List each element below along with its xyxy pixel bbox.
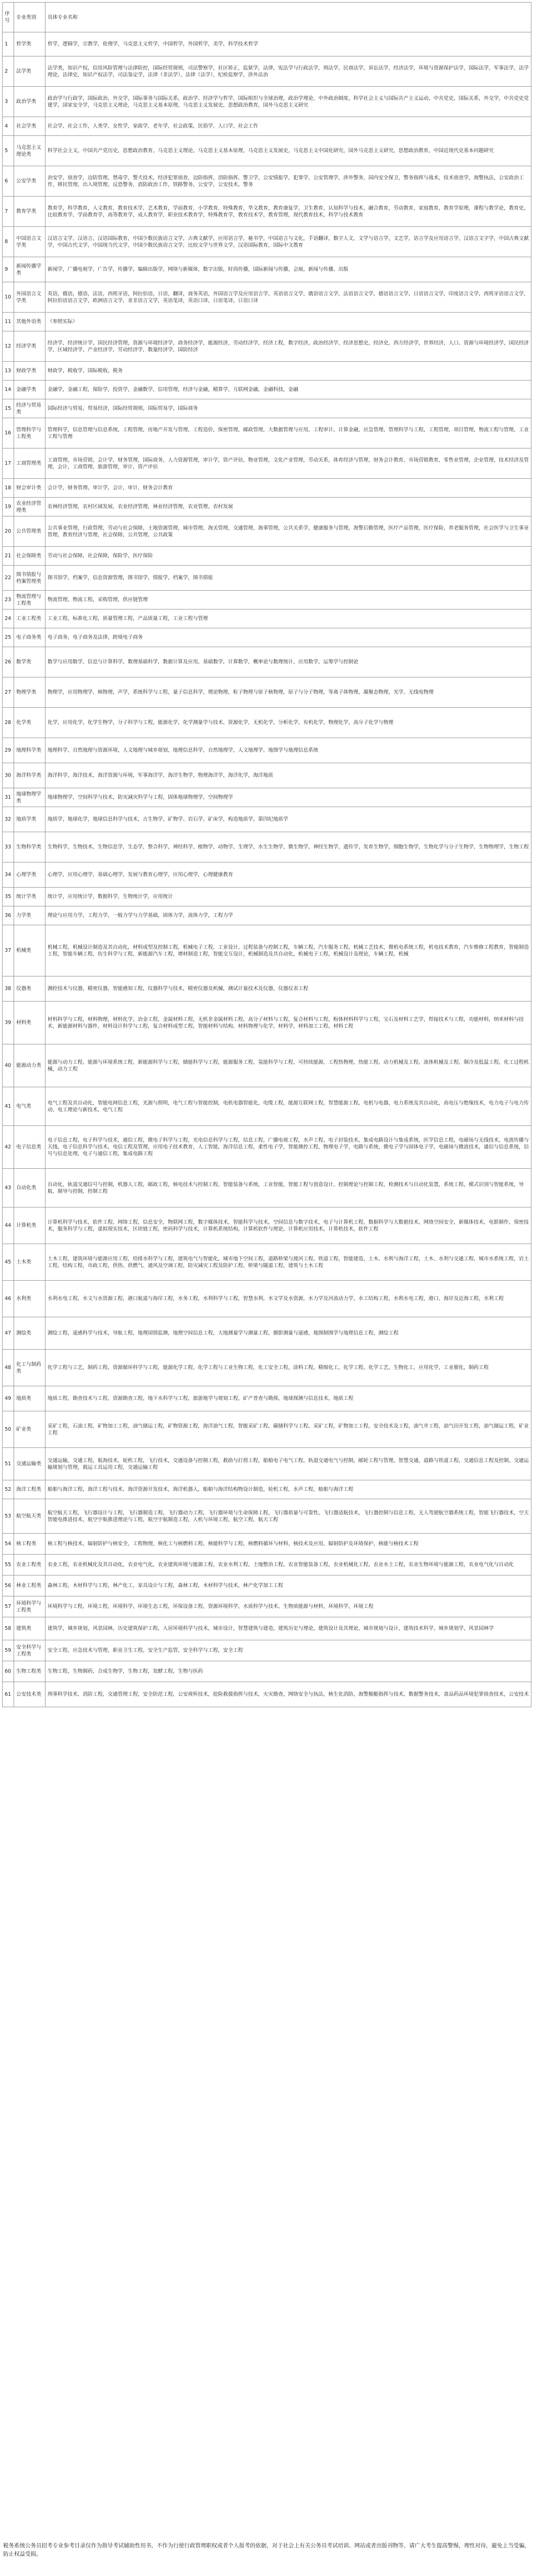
row-number: 34 <box>3 862 14 888</box>
row-category: 生物工程类 <box>14 1661 45 1682</box>
table-row <box>3 1499 531 1534</box>
table-row <box>3 677 531 708</box>
row-majors: 机械工程，机械设计制造及其自动化，材料成型及控制工程，机械电子工程，工业设计，过程装备与控制工程，车辆工程，汽车服务工程，机械工艺技术，微机电系统工程，机电技术教育，汽车维修工程教育，智能制造工程，智能车辆工程，仿生科学与工程，新能源汽车工程，增材制造工程，智能交互设计，机械制造及其自动化，机械电子工程，机械设计及理论，车辆工程，机械 <box>45 925 531 976</box>
table-row <box>3 197 531 227</box>
row-category: 化工与制药类 <box>14 1350 45 1386</box>
row-category: 心理学类 <box>14 862 45 888</box>
row-majors: 能源与动力工程，能源与环境系统工程，新能源科学与工程，储能科学与工程，能源服务工程，氢能科学与工程，可持续能源，工程热物理，热能工程，动力机械及工程，流体机械及工程，制冷及低温工程，化工过程机械，动力工程 <box>45 1044 531 1087</box>
row-number: 42 <box>3 1126 14 1169</box>
row-majors: 政治学与行政学，国际政治，外交学，国际事务与国际关系，政治学、经济学与哲学，国际组织与全球治理，政治学理论，中外政治制度，科学社会主义与国际共产主义运动，中共党史，国际关系，外交学，中共党史党建学，国家安全学，马克思主义理论，马克思主义基本原理，马克思主义发展史，思想政治教育，国外马克思主义研究 <box>45 87 531 117</box>
table-row <box>3 1044 531 1087</box>
table-row <box>3 1661 531 1682</box>
header-majors: 具体专业名称 <box>45 3 531 32</box>
table-row <box>3 1576 531 1596</box>
row-number: 18 <box>3 479 14 498</box>
row-category: 财会审计类 <box>14 479 45 498</box>
row-category: 财政学类 <box>14 362 45 381</box>
row-category: 生物科学类 <box>14 832 45 862</box>
table-row <box>3 976 531 1002</box>
table-row <box>3 1448 531 1480</box>
row-category: 土木类 <box>14 1244 45 1281</box>
table-row <box>3 448 531 479</box>
row-majors: 交通运输，交通工程，航海技术，轮机工程，飞行技术，交通设备与控制工程，救助与打捞工程，船舶电子电气工程，轨道交通电气与控制，邮轮工程与管理，智慧交通，道路与铁道工程，交通信息工程及控制，交通运输规划与管理，载运工具运用工程，交通运输工程 <box>45 1448 531 1480</box>
table-row <box>3 516 531 547</box>
table-row <box>3 1002 531 1044</box>
table-row <box>3 282 531 313</box>
row-category: 力学类 <box>14 906 45 925</box>
row-category: 核工程类 <box>14 1534 45 1555</box>
row-majors: 公共事业管理，行政管理，劳动与社会保障，土地资源管理，城市管理，海关管理，交通管理，海事管理，公共关系学，健康服务与管理，海警后勤管理，医疗产品管理，医疗保险，养老服务管理，社会医学与卫生事业管理，教育经济与管理，社会保障，公共管理，公共政策 <box>45 516 531 547</box>
row-majors: 科学社会主义，中国共产党历史，思想政治教育，马克思主义理论，马克思主义基本原理，马克思主义发展史，马克思主义中国化研究，国外马克思主义研究，思想政治教育，中国近现代史基本问题研究 <box>45 136 531 166</box>
row-majors: 化学工程与工艺，制药工程，资源循环科学与工程，能源化学工程，化学工程与工业生物工程，化工安全工程，涂料工程，精细化工，化学工程，化学工艺，生物化工，应用化学，工业催化，制药工程 <box>45 1350 531 1386</box>
row-category: 社会保障类 <box>14 547 45 566</box>
table-row <box>3 1208 531 1244</box>
row-majors: 水利水电工程，水文与水资源工程，港口航道与海岸工程，水务工程，水利科学与工程，智慧水利，水文学及水资源，水力学及河流动力学，水工结构工程，水利水电工程，港口、海岸及近海工程，水利工程 <box>45 1281 531 1317</box>
row-number: 29 <box>3 738 14 763</box>
table-row <box>3 763 531 788</box>
row-number: 49 <box>3 1386 14 1411</box>
table-row <box>3 381 531 399</box>
row-category: 管理科学与工程类 <box>14 418 45 448</box>
table-row <box>3 87 531 117</box>
major-catalog-table <box>2 2 531 1707</box>
row-majors: 核工程与核技术，辐射防护与核安全，工程物理，核化工与核燃料工程，核能科学与工程，核燃料循环与材料，核技术及应用，辐射防护及环境保护，核能与核技术工程 <box>45 1534 531 1555</box>
row-number: 33 <box>3 832 14 862</box>
row-majors: 金融学，金融工程，保险学，投资学，金融数学，信用管理，经济与金融，精算学，互联网金融，金融科技，金融 <box>45 381 531 399</box>
row-category: 社会学类 <box>14 117 45 136</box>
row-category: 金融学类 <box>14 381 45 399</box>
row-majors: 物流管理，物流工程，采购管理，供应链管理 <box>45 591 531 610</box>
row-majors: 土木工程，建筑环境与能源应用工程，给排水科学与工程，建筑电气与智能化，城市地下空间工程，道路桥梁与渡河工程，铁道工程，智能建造，土木、水利与海洋工程，土木、水利与交通工程，城市水系统工程，岩土工程，结构工程，市政工程，供热、供燃气、通风及空调工程，防灾减灾工程及防护工程，桥梁与隧道工程，建筑与土木工程 <box>45 1244 531 1281</box>
table-row <box>3 1386 531 1411</box>
row-number: 6 <box>3 166 14 197</box>
table-row <box>3 313 531 331</box>
row-number: 44 <box>3 1208 14 1244</box>
table-row <box>3 862 531 888</box>
row-category: 政治学类 <box>14 87 45 117</box>
table-row <box>3 1640 531 1661</box>
row-category: 公共管理类 <box>14 516 45 547</box>
row-category: 电气类 <box>14 1087 45 1126</box>
table-row <box>3 1534 531 1555</box>
row-number: 39 <box>3 1002 14 1044</box>
row-category: 电子信息类 <box>14 1126 45 1169</box>
row-category: 公安学类 <box>14 166 45 197</box>
row-category: 自动化类 <box>14 1169 45 1208</box>
table-row <box>3 399 531 418</box>
row-category: 测绘类 <box>14 1317 45 1350</box>
table-row <box>3 1244 531 1281</box>
row-number: 50 <box>3 1411 14 1448</box>
row-majors: 国际经济与贸易，贸易经济，国际经贸规则，国际贸易学，国际商务 <box>45 399 531 418</box>
table-row <box>3 117 531 136</box>
table-row <box>3 708 531 738</box>
row-number: 8 <box>3 227 14 257</box>
table-row <box>3 807 531 832</box>
row-number: 3 <box>3 87 14 117</box>
row-category: 马克思主义理论类 <box>14 136 45 166</box>
table-row <box>3 418 531 448</box>
row-category: 哲学类 <box>14 32 45 56</box>
row-number: 45 <box>3 1244 14 1281</box>
row-category: 海洋工程类 <box>14 1480 45 1499</box>
row-number: 2 <box>3 56 14 87</box>
table-row <box>3 1169 531 1208</box>
row-category: 公安技术类 <box>14 1682 45 1707</box>
row-category: 物理学类 <box>14 677 45 708</box>
row-number: 21 <box>3 547 14 566</box>
row-category: 图书情报与档案管理类 <box>14 566 45 591</box>
row-category: 矿业类 <box>14 1411 45 1448</box>
footnote: 税务系统公务员招考专业参考目录仅作为指导考试辅助性用书，不作为行使行政管理职权或者个人报考的依据，对于社会上有关公务员考试培训、网站或者出版刊物等，请广大考生提高警惕，理性对待，避免上当受骗，防止权益受损。 <box>3 2543 530 2557</box>
table-row <box>3 547 531 566</box>
row-category: 计算机类 <box>14 1208 45 1244</box>
row-majors: 工商管理，市场营销，会计学，财务管理，国际商务，人力资源管理，审计学，资产评估，物业管理，文化产业管理，劳动关系，体育经济与管理，财务会计教育，市场营销教育，零售业管理，企业管理，技术经济及管理，会计，工商管理，旅游管理，审计，资产评估 <box>45 448 531 479</box>
table-row <box>3 1087 531 1126</box>
row-number: 20 <box>3 516 14 547</box>
row-category: 仪器类 <box>14 976 45 1002</box>
row-category: 电子商务类 <box>14 628 45 647</box>
row-majors: 电子信息工程，电子科学与技术，通信工程，微电子科学与工程，光电信息科学与工程，信息工程，广播电视工程，水声工程，电子封装技术，集成电路设计与集成系统，医学信息工程，电磁场与无线技术，电波传播与天线，电子信息科学与技术，电信工程及管理，应用电子技术教育，人工智能，海洋信息工程，柔性电子学，智能测控工程，物理电子学，电路与系统，微电子学与固体电子学，电磁场与微波技术，通信与信息系统，信号与信息处理，电子与通信工程，集成电路工程 <box>45 1126 531 1169</box>
row-majors: （参照实际） <box>45 313 531 331</box>
row-majors: 自动化，轨道交通信号与控制，机器人工程，邮政工程，核电技术与控制工程，智能装备与系统，工业智能，智能工程与创意设计，控制理论与控制工程，检测技术与自动化装置，系统工程，模式识别与智能系统，导航、制导与控制，控制工程 <box>45 1169 531 1208</box>
table-row <box>3 1317 531 1350</box>
row-category: 教育学类 <box>14 197 45 227</box>
row-number: 41 <box>3 1087 14 1126</box>
row-category: 工业工程类 <box>14 610 45 628</box>
table-row <box>3 362 531 381</box>
row-number: 13 <box>3 362 14 381</box>
row-majors: 船舶与海洋工程，海洋工程与技术，海洋资源开发技术，海洋机器人，船舶与海洋结构物设计制造，轮机工程，水声工程，船舶与海洋工程 <box>45 1480 531 1499</box>
row-number: 19 <box>3 498 14 516</box>
row-category: 建筑类 <box>14 1617 45 1640</box>
table-row <box>3 738 531 763</box>
table-row <box>3 1682 531 1707</box>
table-row <box>3 1411 531 1448</box>
row-majors: 地质工程，勘查技术与工程，资源勘查工程，地下水科学与工程，旅游地学与规划工程，矿产普查与勘探，地球探测与信息技术，地质工程 <box>45 1386 531 1411</box>
row-category: 中国语言文学类 <box>14 227 45 257</box>
row-number: 7 <box>3 197 14 227</box>
row-majors: 农林经济管理，农村区域发展，农业经济管理，林业经济管理，农业管理，农村发展 <box>45 498 531 516</box>
row-majors: 测绘工程，遥感科学与技术，导航工程，地理国情监测，地理空间信息工程，大地测量学与测量工程，摄影测量与遥感，地图制图学与地理信息工程，测绘工程 <box>45 1317 531 1350</box>
row-number: 52 <box>3 1480 14 1499</box>
row-majors: 新闻学，广播电视学，广告学，传播学，编辑出版学，网络与新媒体，数字出版，时尚传播，国际新闻与传播，会展，新闻与传播，出版 <box>45 257 531 282</box>
table-row <box>3 1126 531 1169</box>
row-category: 物流管理与工程类 <box>14 591 45 610</box>
table-row <box>3 628 531 647</box>
row-majors: 心理学，应用心理学，基础心理学，发展与教育心理学，应用心理学，心理健康教育 <box>45 862 531 888</box>
row-majors: 数学与应用数学，信息与计算科学，数理基础科学，数据计算及应用，基础数学，计算数学，概率论与数理统计，应用数学，运筹学与控制论 <box>45 647 531 677</box>
row-majors: 管理科学，信息管理与信息系统，工程管理，房地产开发与管理，工程造价，保密管理，邮政管理，大数据管理与应用，工程审计，计算金融，应急管理，管理科学与工程，工程管理，项目管理，物流工程与管理，工业工程与管理 <box>45 418 531 448</box>
row-majors: 航空航天工程，飞行器设计与工程，飞行器制造工程，飞行器动力工程，飞行器环境与生命保障工程，飞行器质量与可靠性，飞行器适航技术，飞行器控制与信息工程，无人驾驶航空器系统工程，智能飞行器技术，空天智能电推进技术，航空宇航推进理论与工程，航空宇航制造工程，人机与环境工程，航空工程，航天工程 <box>45 1499 531 1534</box>
row-majors: 测控技术与仪器，精密仪器，智能感知工程，仪器科学与技术，精密仪器及机械，测试计量技术及仪器，仪器仪表工程 <box>45 976 531 1002</box>
row-number: 60 <box>3 1661 14 1682</box>
row-majors: 劳动与社会保障，社会保障，保险学，医疗保险 <box>45 547 531 566</box>
row-category: 能源动力类 <box>14 1044 45 1087</box>
row-majors: 安全工程，应急技术与管理，职业卫生工程，安全生产监管，安全科学与工程，安全工程 <box>45 1640 531 1661</box>
table-row <box>3 498 531 516</box>
row-number: 56 <box>3 1576 14 1596</box>
row-category: 交通运输类 <box>14 1448 45 1480</box>
table-row <box>3 1350 531 1386</box>
table-row <box>3 479 531 498</box>
table-row <box>3 227 531 257</box>
row-category: 林业工程类 <box>14 1576 45 1596</box>
header-category: 专业类别 <box>14 3 45 32</box>
row-majors: 会计学，财务管理，审计学，会计，审计，财务会计教育 <box>45 479 531 498</box>
table-row <box>3 832 531 862</box>
row-category: 农业经济管理类 <box>14 498 45 516</box>
row-number: 32 <box>3 807 14 832</box>
row-majors: 教育学，科学教育，人文教育，教育技术学，艺术教育，学前教育，小学教育，特殊教育，华文教育，教育康复学，卫生教育，认知科学与技术，融合教育，劳动教育，家庭教育，教育学原理，课程与教学论，教育史，比较教育学，学前教育学，高等教育学，成人教育学，职业技术教育学，特殊教育学，教育技术学，教育管理，现代教育技术，科学与技术教育 <box>45 197 531 227</box>
table-row <box>3 1281 531 1317</box>
row-category: 环境科学与工程类 <box>14 1596 45 1617</box>
row-category: 经济与贸易类 <box>14 399 45 418</box>
table-row <box>3 1617 531 1640</box>
row-category: 工商管理类 <box>14 448 45 479</box>
row-number: 14 <box>3 381 14 399</box>
table-row <box>3 166 531 197</box>
row-majors: 化学，应用化学，化学生物学，分子科学与工程，能源化学，化学测量学与技术，资源化学，无机化学，分析化学，有机化学，物理化学，高分子化学与物理 <box>45 708 531 738</box>
row-number: 26 <box>3 647 14 677</box>
row-category: 水利类 <box>14 1281 45 1317</box>
row-majors: 统计学，应用统计学，数据科学，生物统计学，应用统计 <box>45 888 531 906</box>
row-category: 地质类 <box>14 1386 45 1411</box>
table-body <box>3 32 531 1707</box>
row-category: 经济学类 <box>14 331 45 362</box>
row-majors: 刑事科学技术，消防工程，交通管理工程，安全防范工程，公安视听技术，抢险救援指挥与技术，火灾勘查，网络安全与执法，核生化消防，海警舰艇指挥与技术，数据警务技术，食品药品环境犯罪侦查技术，公安技术 <box>45 1682 531 1707</box>
row-number: 57 <box>3 1596 14 1617</box>
row-majors: 计算机科学与技术，软件工程，网络工程，信息安全，物联网工程，数字媒体技术，智能科学与技术，空间信息与数字技术，电子与计算机工程，数据科学与大数据技术，网络空间安全，新媒体技术，电影制作，保密技术，服务科学与工程，虚拟现实技术，区块链工程，密码科学与技术，计算机系统结构，计算机软件与理论，计算机应用技术，计算机技术，软件工程 <box>45 1208 531 1244</box>
row-number: 15 <box>3 399 14 418</box>
row-category: 其他外语类 <box>14 313 45 331</box>
row-category: 法学类 <box>14 56 45 87</box>
row-number: 61 <box>3 1682 14 1707</box>
row-number: 9 <box>3 257 14 282</box>
row-category: 外国语言文学类 <box>14 282 45 313</box>
row-number: 37 <box>3 925 14 976</box>
row-majors: 财政学，税收学，国际税收，税务 <box>45 362 531 381</box>
row-number: 55 <box>3 1555 14 1576</box>
row-number: 17 <box>3 448 14 479</box>
row-number: 22 <box>3 566 14 591</box>
row-number: 1 <box>3 32 14 56</box>
row-number: 30 <box>3 763 14 788</box>
row-majors: 哲学，逻辑学，宗教学，伦理学，马克思主义哲学，中国哲学，外国哲学，美学，科学技术哲学 <box>45 32 531 56</box>
row-majors: 电气工程及其自动化，智能电网信息工程，光源与照明，电气工程与智能控制，电机电器智能化，电缆工程，能源互联网工程，智慧能源工程，电机与电器，电力系统及其自动化，高电压与绝缘技术，电力电子与电力传动，电工理论与新技术，电气工程 <box>45 1087 531 1126</box>
row-majors: 建筑学，城乡规划，风景园林，历史建筑保护工程，人居环境科学与技术，城市设计，智慧建筑与建造，建筑历史与理论，建筑设计及其理论，城市规划与设计，建筑技术科学，城乡规划学，风景园林学 <box>45 1617 531 1640</box>
row-category: 地理科学类 <box>14 738 45 763</box>
table-row <box>3 1596 531 1617</box>
table-row <box>3 788 531 807</box>
row-category: 新闻传播学类 <box>14 257 45 282</box>
table-row <box>3 1480 531 1499</box>
row-majors: 农业工程，农业机械化及其自动化，农业电气化，农业建筑环境与能源工程，农业水利工程，土地整治工程，农业智能装备工程，农业机械化工程，农业水土工程，农业生物环境与能源工程，农业电气化与自动化 <box>45 1555 531 1576</box>
row-majors: 生物工程，生物制药，合成生物学，生物工程，发酵工程，生物与医药 <box>45 1661 531 1682</box>
row-category: 数学类 <box>14 647 45 677</box>
row-category: 材料类 <box>14 1002 45 1044</box>
row-majors: 社会学，社会工作，人类学，女性学，家政学，老年学，社会政策，民俗学，人口学，社会工作 <box>45 117 531 136</box>
row-majors: 英语，俄语，德语，法语，西班牙语，阿拉伯语，日语，翻译，商务英语，外国语言学及应用语言学，英语语言文学，俄语语言文学，法语语言文学，德语语言文学，日语语言文学，印度语言文学，西班牙语语言文学，阿拉伯语语言文学，欧洲语言文学，亚非语言文学，英语笔译，英语口译，日语笔译，日语口译 <box>45 282 531 313</box>
row-number: 58 <box>3 1617 14 1640</box>
row-category: 安全科学与工程类 <box>14 1640 45 1661</box>
row-number: 59 <box>3 1640 14 1661</box>
table-row <box>3 32 531 56</box>
table-row <box>3 56 531 87</box>
row-majors: 生物科学，生物技术，生物信息学，生态学，整合科学，神经科学，植物学，动物学，生理学，水生生物学，微生物学，神经生物学，遗传学，发育生物学，细胞生物学，生物化学与分子生物学，生物物理学，生物工程 <box>45 832 531 862</box>
row-number: 12 <box>3 331 14 362</box>
row-majors: 地球物理学，空间科学与技术，防灾减灾科学与工程，固体地球物理学，空间物理学 <box>45 788 531 807</box>
row-majors: 材料科学与工程，材料物理，材料化学，冶金工程，金属材料工程，无机非金属材料工程，高分子材料与工程，复合材料与工程，粉体材料科学与工程，宝石及材料工艺学，焊接技术与工程，功能材料，纳米材料与技术，新能源材料与器件，材料设计科学与工程，复合材料成型工程，智能材料与结构，材料物理与化学，材料学，材料加工工程，材料工程 <box>45 1002 531 1044</box>
row-majors: 工业工程，标准化工程，质量管理工程，产品质量工程，工业工程与管理 <box>45 610 531 628</box>
table-row <box>3 647 531 677</box>
row-number: 38 <box>3 976 14 1002</box>
row-number: 5 <box>3 136 14 166</box>
row-number: 40 <box>3 1044 14 1087</box>
table-row <box>3 591 531 610</box>
row-category: 地质学类 <box>14 807 45 832</box>
table-row <box>3 888 531 906</box>
row-majors: 图书馆学，档案学，信息资源管理，图书馆学，情报学，档案学，图书情报 <box>45 566 531 591</box>
row-number: 16 <box>3 418 14 448</box>
row-number: 10 <box>3 282 14 313</box>
table-row <box>3 566 531 591</box>
table-row <box>3 1555 531 1576</box>
row-majors: 地理科学，自然地理与资源环境，人文地理与城乡规划，地理信息科学，自然地理学，人文地理学，地图学与地理信息系统 <box>45 738 531 763</box>
table-row <box>3 925 531 976</box>
row-majors: 森林工程，木材科学与工程，林产化工，家具设计与工程，森林工程，木材科学与技术，林产化学加工工程 <box>45 1576 531 1596</box>
row-majors: 环境科学与工程，环境工程，环境科学，环境生态工程，环保设备工程，资源环境科学，水质科学与技术，生物质能源与材料，环境科学，环境工程 <box>45 1596 531 1617</box>
row-number: 54 <box>3 1534 14 1555</box>
table-row <box>3 136 531 166</box>
row-number: 11 <box>3 313 14 331</box>
row-number: 46 <box>3 1281 14 1317</box>
row-number: 27 <box>3 677 14 708</box>
row-majors: 采矿工程，石油工程，矿物加工工程，油气储运工程，矿物资源工程，海洋油气工程，智能采矿工程，碳储科学与工程，采矿工程，矿物加工工程，安全技术及工程，油气井工程，油气田开发工程，油气储运工程，矿业工程 <box>45 1411 531 1448</box>
row-number: 47 <box>3 1317 14 1350</box>
row-category: 地球物理学类 <box>14 788 45 807</box>
row-number: 23 <box>3 591 14 610</box>
table-header-row <box>3 3 531 32</box>
row-number: 25 <box>3 628 14 647</box>
row-number: 4 <box>3 117 14 136</box>
row-number: 43 <box>3 1169 14 1208</box>
row-majors: 法学类，知识产权，信用风险管理与法律防控，国际经贸规则，司法警察学，社区矫正，监狱学，法律，宪法学与行政法学，刑法学，民商法学，诉讼法学，经济法学，环境与资源保护法学，国际法学，军事法学，法学理论，法律史，知识产权法学，司法鉴定学，法律（非法学），法律（法学），纪检监察学，涉外法治 <box>45 56 531 87</box>
table-row <box>3 331 531 362</box>
row-number: 24 <box>3 610 14 628</box>
row-category: 农业工程类 <box>14 1555 45 1576</box>
table-row <box>3 610 531 628</box>
header-no: 序号 <box>3 3 14 32</box>
row-number: 35 <box>3 888 14 906</box>
row-majors: 物理学，应用物理学，核物理，声学，系统科学与工程，量子信息科学，理论物理，粒子物理与原子核物理，原子与分子物理，等离子体物理，凝聚态物理，光学，无线电物理 <box>45 677 531 708</box>
table-row <box>3 906 531 925</box>
row-number: 36 <box>3 906 14 925</box>
row-number: 51 <box>3 1448 14 1480</box>
row-category: 化学类 <box>14 708 45 738</box>
row-category: 航空航天类 <box>14 1499 45 1534</box>
table-row <box>3 257 531 282</box>
row-majors: 汉语言文学，汉语言，汉语国际教育，中国少数民族语言文学，古典文献学，应用语言学，秘书学，中国语言与文化，手语翻译，数字人文，文学与语言学，文艺学，语言学及应用语言学，汉语言文字学，中国古典文献学，中国古代文学，中国现当代文学，中国少数民族语言文学，比较文学与世界文学，汉语国际教育，国际中文教育 <box>45 227 531 257</box>
row-number: 28 <box>3 708 14 738</box>
row-majors: 经济学，经济统计学，国民经济管理，资源与环境经济学，商务经济学，能源经济，劳动经济学，经济工程，数字经济，政治经济学，经济思想史，经济史，西方经济学，世界经济，人口、资源与环境经济学，国民经济学，区域经济学，产业经济学，劳动经济学，数量经济学，国防经济 <box>45 331 531 362</box>
row-category: 机械类 <box>14 925 45 976</box>
row-number: 31 <box>3 788 14 807</box>
row-majors: 电子商务，电子商务及法律，跨境电子商务 <box>45 628 531 647</box>
row-category: 统计学类 <box>14 888 45 906</box>
row-majors: 地质学，地球化学，地球信息科学与技术，古生物学，矿物学、岩石学、矿床学，构造地质学，第四纪地质学 <box>45 807 531 832</box>
row-majors: 理论与应用力学，工程力学，一般力学与力学基础，固体力学，流体力学，工程力学 <box>45 906 531 925</box>
row-number: 48 <box>3 1350 14 1386</box>
row-number: 53 <box>3 1499 14 1534</box>
row-majors: 海洋科学，海洋技术，海洋资源与环境，军事海洋学，海洋生物学，物理海洋学，海洋化学，海洋地质 <box>45 763 531 788</box>
row-category: 海洋科学类 <box>14 763 45 788</box>
row-majors: 治安学，侦查学，边防管理，禁毒学，警犬技术，经济犯罪侦查，边防指挥，消防指挥，警卫学，公安情报学，犯罪学，公安管理学，涉外警务，国内安全保卫，警务指挥与战术，技术侦查学，海警执法，公安政治工作，移民管理，出入境管理，反恐警务，消防政治工作，铁路警务，公安学，公安技术，警务 <box>45 166 531 197</box>
